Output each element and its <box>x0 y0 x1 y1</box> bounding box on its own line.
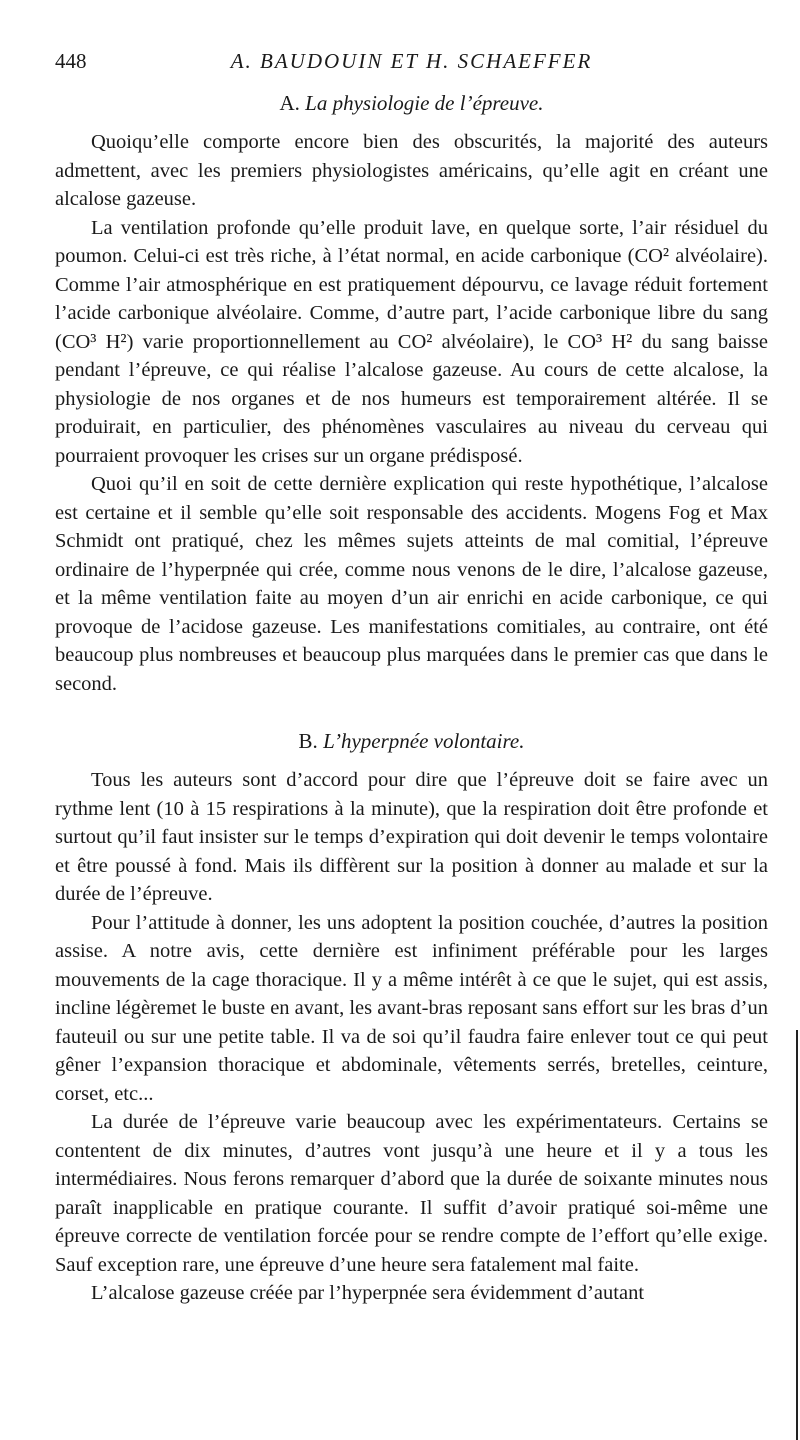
section-spacer <box>55 698 768 716</box>
section-b-paragraph: L’alcalose gazeuse créée par l’hyperpnée sera évidemment d’autant <box>91 1282 645 1304</box>
running-head <box>55 44 768 78</box>
journal-page <box>55 44 768 1308</box>
running-head-authors: A. BAUDOUIN ET H. SCHAEFFER <box>230 49 593 73</box>
section-a-heading <box>55 88 768 118</box>
section-b-heading <box>55 726 768 756</box>
section-a-paragraph: Quoi qu’il en soit de cette dernière explication qui reste hypothétique, l’alcalose est certaine et il semble qu’elle soit responsable des accidents. Mogens Fog et Max Schmidt ont pratiqué, chez les mêmes sujets atteints de mal comitial, l’épreuve ordinaire de l’hyperpnée qui crée, comme nous venons de le dire, l’alcalose gazeuse, et la même ventilation faite au moyen d’un air enrichi en acide carbonique, ce qui provoque de l’acidose gazeuse. Les manifestations comitiales, au contraire, ont été beaucoup plus nombreuses et beaucoup plus marquées dans le premier cas que dans le second. <box>55 473 768 695</box>
section-a-paragraph: La ventilation profonde qu’elle produit lave, en quelque sorte, l’air résiduel du poumon. Celui-ci est très riche, à l’état normal, en acide carbonique (CO² alvéolaire). Comme l’air atmosphérique en est pratiquement dépourvu, ce lavage réduit fortement l’acide carbonique alvéolaire. Comme, d’autre part, l’acide carbonique libre du sang (CO³ H²) varie proportionnellement au CO² alvéolaire), le CO³ H² du sang baisse pendant l’épreuve, ce qui réalise l’alcalose gazeuse. Au cours de cette alcalose, la physiologie de nos organes et de nos humeurs est temporairement altérée. Il se produirait, en particulier, des phénomènes vasculaires au niveau du cerveau qui pourraient provoquer les crises sur un organe prédisposé. <box>55 216 768 467</box>
section-a-paragraph: Quoiqu’elle comporte encore bien des obscurités, la majorité des auteurs admettent, avec les premiers physiologistes américains, qu’elle agit en créant une alcalose gazeuse. <box>55 131 768 210</box>
section-b-paragraph: Pour l’attitude à donner, les uns adoptent la position couchée, d’autres la position assise. A notre avis, cette dernière est infiniment préférable pour les larges mouvements de la cage thoracique. Il y a même intérêt à ce que le sujet, qui est assis, incline légèremet le buste en avant, les avant-bras reposant sans effort sur les bras d’un fauteuil ou sur une petite table. Il va de soi qu’il faudra faire enlever tout ce qui peut gêner l’expansion thoracique et abdominale, vêtements serrés, bretelles, ceinture, corset, etc... <box>55 911 768 1105</box>
section-b-paragraph: Tous les auteurs sont d’accord pour dire que l’épreuve doit se faire avec un rythme lent (10 à 15 respirations à la minute), que la respiration doit être profonde et surtout qu’il faut insister sur le temps d’expiration qui doit devenir le temps volontaire et être poussé à fond. Mais ils diffèrent sur la position à donner au malade et sur la durée de l’épreuve. <box>55 769 768 905</box>
section-b-paragraph: La durée de l’épreuve varie beaucoup avec les expérimentateurs. Certains se contentent de dix minutes, d’autres vont jusqu’à une heure et il y a tous les intermédiaires. Nous ferons remarquer d’abord que la durée de soixante minutes nous paraît inapplicable en pratique courante. Il suffit d’avoir pratiqué soi-même une épreuve correcte de ventilation forcée pour se rendre compte de l’effort qu’elle exige. Sauf exception rare, une épreuve d’une heure sera fatalement mal faite. <box>55 1111 768 1276</box>
section-b-title: L’hyperpnée volontaire. <box>323 729 525 753</box>
page-number: 448 <box>55 49 87 73</box>
scan-edge-line <box>796 1030 798 1440</box>
section-a-letter: A. <box>279 91 300 115</box>
section-b-letter: B. <box>298 729 318 753</box>
section-a-title: La physiologie de l’épreuve. <box>305 91 544 115</box>
